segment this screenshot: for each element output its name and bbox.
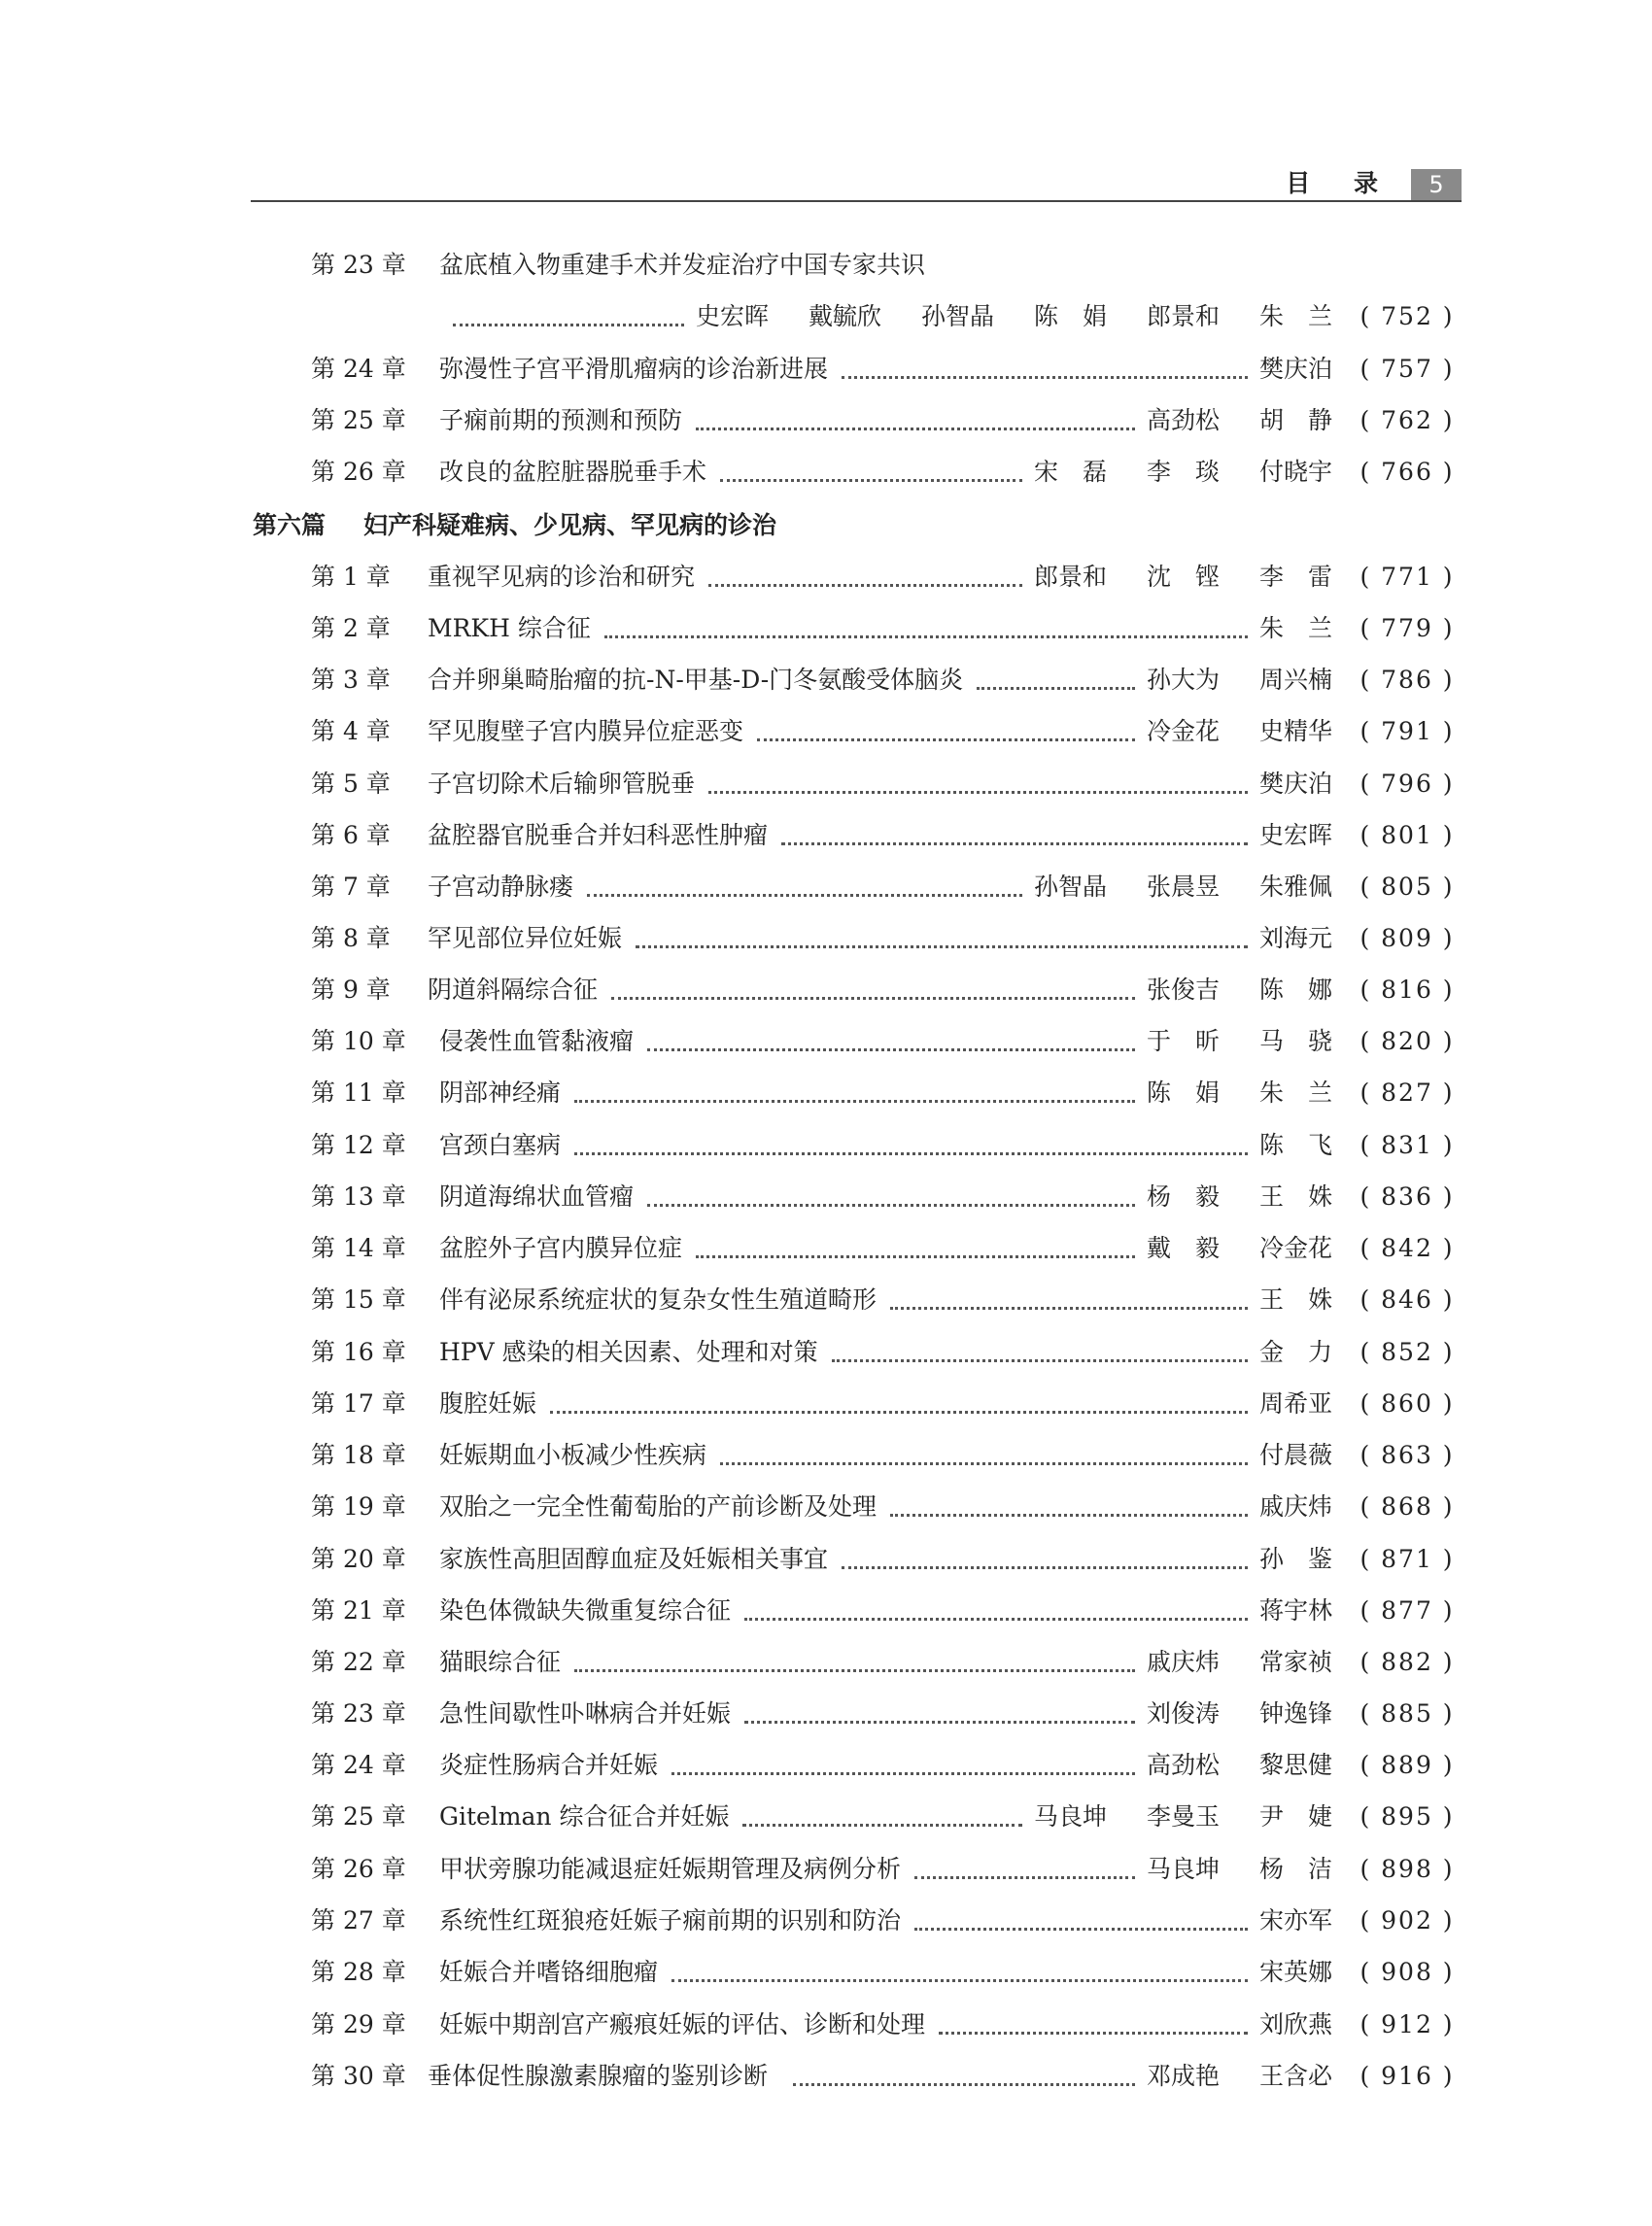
page-number: ( 809 ) — [1359, 924, 1455, 952]
toc-entry[interactable] — [0, 1739, 1652, 1791]
page-number: ( 912 ) — [1359, 2010, 1455, 2038]
page-number: ( 852 ) — [1359, 1338, 1455, 1366]
page-number: ( 889 ) — [1359, 1751, 1455, 1779]
chapter-label: 第 5 章 — [311, 770, 391, 798]
author-name: 陈 娟 — [1147, 1079, 1221, 1107]
author-name: 宋 磊 — [1034, 458, 1108, 486]
author-name: 常家祯 — [1259, 1648, 1333, 1676]
author-name: 黎思健 — [1259, 1751, 1333, 1779]
author-name: 蒋宇林 — [1259, 1596, 1333, 1625]
chapter-label: 第 25 章 — [311, 1802, 406, 1831]
page-number: ( 796 ) — [1359, 770, 1455, 798]
chapter-title: 甲状旁腺功能减退症妊娠期管理及病例分析 — [439, 1855, 902, 1883]
toc-entry[interactable] — [0, 1171, 1652, 1222]
author-name: 王含必 — [1259, 2062, 1333, 2090]
dot-leader — [742, 1824, 1022, 1827]
dot-leader — [914, 1928, 1248, 1931]
chapter-title: 急性间歇性卟啉病合并妊娠 — [439, 1699, 732, 1728]
chapter-title: 染色体微缺失微重复综合征 — [439, 1596, 732, 1625]
chapter-title: 改良的盆腔脏器脱垂手术 — [439, 458, 707, 486]
toc-entry[interactable] — [0, 1015, 1652, 1067]
chapter-label: 第 23 章 — [311, 1699, 406, 1728]
page-number: ( 805 ) — [1359, 873, 1455, 901]
author-name: 马 骁 — [1259, 1027, 1333, 1055]
chapter-label: 第 21 章 — [311, 1596, 406, 1625]
chapter-label: 第 6 章 — [311, 821, 391, 849]
author-name: 马良坤 — [1147, 1855, 1221, 1883]
part-heading[interactable] — [0, 499, 1652, 551]
author-name: 邓成艳 — [1147, 2062, 1221, 2090]
chapter-title: HPV 感染的相关因素、处理和对策 — [439, 1338, 818, 1366]
toc-entry[interactable] — [0, 912, 1652, 964]
page-number: ( 846 ) — [1359, 1285, 1455, 1314]
dot-leader — [757, 738, 1135, 741]
page-number-badge: 5 — [1411, 169, 1462, 200]
author-name: 郎景和 — [1034, 563, 1108, 591]
chapter-title: 猫眼综合征 — [439, 1648, 562, 1676]
toc-entry[interactable] — [0, 551, 1652, 602]
page-number: ( 871 ) — [1359, 1545, 1455, 1573]
chapter-label: 第 19 章 — [311, 1492, 406, 1521]
author-name: 金 力 — [1259, 1338, 1333, 1366]
chapter-title: 宫颈白塞病 — [439, 1131, 562, 1159]
chapter-title: 炎症性肠病合并妊娠 — [439, 1751, 659, 1779]
chapter-label: 第 17 章 — [311, 1389, 406, 1418]
page-number: ( 831 ) — [1359, 1131, 1455, 1159]
chapter-label: 第 27 章 — [311, 1906, 406, 1935]
author-name: 戚庆炜 — [1147, 1648, 1221, 1676]
author-name: 沈 铿 — [1147, 563, 1221, 591]
chapter-label: 第 3 章 — [311, 666, 391, 694]
author-name: 李 雷 — [1259, 563, 1333, 591]
author-name: 刘欣燕 — [1259, 2010, 1333, 2038]
dot-leader — [720, 479, 1022, 482]
dot-leader — [744, 1721, 1135, 1724]
author-name: 戴 毅 — [1147, 1234, 1221, 1262]
author-name: 陈 飞 — [1259, 1131, 1333, 1159]
chapter-label: 第 4 章 — [311, 717, 391, 745]
author-name: 刘海元 — [1259, 924, 1333, 952]
toc-entry[interactable] — [0, 1843, 1652, 1895]
chapter-label: 第 8 章 — [311, 924, 391, 952]
chapter-label: 第 20 章 — [311, 1545, 406, 1573]
page-number: ( 757 ) — [1359, 355, 1455, 383]
toc-entry[interactable] — [0, 1429, 1652, 1481]
dot-leader — [604, 635, 1248, 638]
chapter-label: 第 9 章 — [311, 976, 391, 1004]
page-number: ( 816 ) — [1359, 976, 1455, 1004]
author-name: 周兴楠 — [1259, 666, 1333, 694]
chapter-title: MRKH 综合征 — [428, 614, 591, 642]
dot-leader — [696, 428, 1135, 430]
chapter-label: 第 22 章 — [311, 1648, 406, 1676]
dot-leader — [574, 1669, 1135, 1672]
author-name: 高劲松 — [1147, 406, 1221, 434]
author-name: 史宏晖 — [1259, 821, 1333, 849]
author-name: 樊庆泊 — [1259, 770, 1333, 798]
dot-leader — [890, 1514, 1248, 1517]
toc-entry[interactable] — [0, 1585, 1652, 1636]
dot-leader — [793, 2083, 1135, 2086]
toc-entry[interactable] — [0, 758, 1652, 809]
author-name: 马良坤 — [1034, 1802, 1108, 1831]
toc-entry[interactable] — [0, 1636, 1652, 1688]
author-name: 张俊吉 — [1147, 976, 1221, 1004]
toc-entry[interactable] — [0, 446, 1652, 497]
page-number: ( 820 ) — [1359, 1027, 1455, 1055]
part-label: 第六篇 — [253, 511, 327, 539]
toc-entry[interactable] — [0, 1999, 1652, 2050]
page-number: ( 762 ) — [1359, 406, 1455, 434]
toc-entry[interactable] — [0, 2050, 1652, 2102]
chapter-label: 第 11 章 — [311, 1079, 406, 1107]
chapter-label: 第 18 章 — [311, 1441, 406, 1469]
page-number: ( 902 ) — [1359, 1906, 1455, 1935]
author-name: 于 昕 — [1147, 1027, 1221, 1055]
page-number: ( 860 ) — [1359, 1389, 1455, 1418]
dot-leader — [842, 1566, 1248, 1569]
author-name: 尹 婕 — [1259, 1802, 1333, 1831]
dot-leader — [708, 584, 1022, 587]
author-name: 张晨昱 — [1147, 873, 1221, 901]
chapter-title: 妊娠中期剖宫产瘢痕妊娠的评估、诊断和处理 — [439, 2010, 926, 2038]
chapter-label: 第 2 章 — [311, 614, 391, 642]
part-title: 妇产科疑难病、少见病、罕见病的诊治 — [363, 511, 777, 539]
chapter-title: 双胎之一完全性葡萄胎的产前诊断及处理 — [439, 1492, 878, 1521]
chapter-label: 第 28 章 — [311, 1958, 406, 1986]
author-name: 孙 鉴 — [1259, 1545, 1333, 1573]
dot-leader — [574, 1100, 1135, 1103]
dot-leader — [977, 687, 1135, 690]
chapter-label: 第 16 章 — [311, 1338, 406, 1366]
toc-entry[interactable] — [0, 1688, 1652, 1739]
page-number: ( 779 ) — [1359, 614, 1455, 642]
author-name: 宋英娜 — [1259, 1958, 1333, 1986]
toc-entry[interactable] — [0, 1274, 1652, 1325]
chapter-label: 第 12 章 — [311, 1131, 406, 1159]
toc-entry[interactable] — [0, 1895, 1652, 1946]
chapter-label: 第 24 章 — [311, 1751, 406, 1779]
toc-entry[interactable] — [0, 1533, 1652, 1585]
chapter-label: 第 10 章 — [311, 1027, 406, 1055]
dot-leader — [636, 945, 1248, 948]
page-number: ( 885 ) — [1359, 1699, 1455, 1728]
page-number: ( 916 ) — [1359, 2062, 1455, 2090]
chapter-title: 重视罕见病的诊治和研究 — [428, 563, 696, 591]
dot-leader — [696, 1255, 1135, 1258]
chapter-label: 第 24 章 — [311, 355, 406, 383]
chapter-label: 第 26 章 — [311, 458, 406, 486]
author-name: 朱雅佩 — [1259, 873, 1333, 901]
chapter-title: 合并卵巢畸胎瘤的抗-N-甲基-D-门冬氨酸受体脑炎 — [428, 666, 964, 694]
chapter-title: 阴道海绵状血管瘤 — [439, 1182, 635, 1211]
author-name: 王 姝 — [1259, 1182, 1333, 1211]
chapter-title: 系统性红斑狼疮妊娠子痫前期的识别和防治 — [439, 1906, 902, 1935]
page-number: ( 868 ) — [1359, 1492, 1455, 1521]
author-name: 戴毓欣 — [809, 302, 882, 330]
chapter-label: 第 29 章 — [311, 2010, 406, 2038]
page-number: ( 752 ) — [1359, 302, 1455, 330]
page-number: ( 877 ) — [1359, 1596, 1455, 1625]
toc-entry[interactable] — [0, 809, 1652, 861]
dot-leader — [914, 1876, 1135, 1879]
author-name: 孙大为 — [1147, 666, 1221, 694]
dot-leader — [611, 997, 1135, 1000]
dot-leader — [647, 1048, 1135, 1051]
page-number: ( 766 ) — [1359, 458, 1455, 486]
dot-leader — [550, 1411, 1248, 1414]
dot-leader — [832, 1359, 1248, 1362]
toc-entry[interactable] — [0, 861, 1652, 912]
author-name: 朱 兰 — [1259, 302, 1333, 330]
dot-leader — [744, 1618, 1248, 1621]
chapter-title: 罕见腹壁子宫内膜异位症恶变 — [428, 717, 744, 745]
chapter-label: 第 26 章 — [311, 1855, 406, 1883]
page-number: ( 842 ) — [1359, 1234, 1455, 1262]
author-name: 陈 娟 — [1034, 302, 1108, 330]
page-number: ( 827 ) — [1359, 1079, 1455, 1107]
chapter-title: 盆底植入物重建手术并发症治疗中国专家共识 — [439, 251, 926, 279]
dot-leader — [781, 842, 1248, 845]
author-name: 宋亦军 — [1259, 1906, 1333, 1935]
toc-entry[interactable] — [0, 343, 1652, 394]
toc-entry[interactable] — [0, 1481, 1652, 1532]
chapter-title: 妊娠期血小板减少性疾病 — [439, 1441, 707, 1469]
author-name: 陈 娜 — [1259, 976, 1333, 1004]
dot-leader — [890, 1307, 1248, 1310]
author-name: 戚庆炜 — [1259, 1492, 1333, 1521]
page-number: ( 908 ) — [1359, 1958, 1455, 1986]
toc-entry[interactable] — [0, 705, 1652, 757]
dot-leader — [671, 1772, 1135, 1775]
toc-authors-continuation — [0, 291, 1652, 342]
chapter-label: 第 7 章 — [311, 873, 391, 901]
page-number: ( 771 ) — [1359, 563, 1455, 591]
author-name: 王 姝 — [1259, 1285, 1333, 1314]
author-name: 郎景和 — [1147, 302, 1221, 330]
chapter-title: 子宫切除术后输卵管脱垂 — [428, 770, 696, 798]
author-name: 杨 毅 — [1147, 1182, 1221, 1211]
dot-leader — [671, 1979, 1248, 1982]
dot-leader — [647, 1204, 1135, 1207]
toc-entry[interactable] — [0, 1378, 1652, 1429]
author-name: 朱 兰 — [1259, 614, 1333, 642]
dot-leader — [939, 2032, 1248, 2035]
toc-entry[interactable] — [0, 1222, 1652, 1274]
chapter-title: 弥漫性子宫平滑肌瘤病的诊治新进展 — [439, 355, 829, 383]
toc-entry[interactable] — [0, 1326, 1652, 1378]
chapter-label: 第 1 章 — [311, 563, 391, 591]
chapter-title: 伴有泌尿系统症状的复杂女性生殖道畸形 — [439, 1285, 878, 1314]
toc-entry[interactable] — [0, 1946, 1652, 1998]
chapter-title: 垂体促性腺激素腺瘤的鉴别诊断 — [428, 2062, 769, 2090]
author-name: 史宏晖 — [696, 302, 770, 330]
page-number: ( 791 ) — [1359, 717, 1455, 745]
author-name: 胡 静 — [1259, 406, 1333, 434]
author-name: 周希亚 — [1259, 1389, 1333, 1418]
chapter-label: 第 15 章 — [311, 1285, 406, 1314]
page-number: ( 836 ) — [1359, 1182, 1455, 1211]
dot-leader — [720, 1462, 1248, 1465]
chapter-title: 腹腔妊娠 — [439, 1389, 537, 1418]
toc-entry[interactable] — [0, 1791, 1652, 1842]
chapter-title: 妊娠合并嗜铬细胞瘤 — [439, 1958, 659, 1986]
page-number: ( 895 ) — [1359, 1802, 1455, 1831]
page-number: ( 863 ) — [1359, 1441, 1455, 1469]
chapter-title: 罕见部位异位妊娠 — [428, 924, 623, 952]
author-name: 孙智晶 — [1034, 873, 1108, 901]
author-name: 孙智晶 — [921, 302, 995, 330]
chapter-title: 家族性高胆固醇血症及妊娠相关事宜 — [439, 1545, 829, 1573]
header-title: 目 录 — [1286, 169, 1395, 197]
author-name: 钟逸锋 — [1259, 1699, 1333, 1728]
chapter-title: Gitelman 综合征合并妊娠 — [439, 1802, 730, 1831]
chapter-label: 第 14 章 — [311, 1234, 406, 1262]
chapter-title: 盆腔外子宫内膜异位症 — [439, 1234, 683, 1262]
author-name: 付晓宇 — [1259, 458, 1333, 486]
author-name: 李曼玉 — [1147, 1802, 1221, 1831]
chapter-title: 阴道斜隔综合征 — [428, 976, 599, 1004]
page-number: ( 801 ) — [1359, 821, 1455, 849]
page-number: ( 882 ) — [1359, 1648, 1455, 1676]
author-name: 史精华 — [1259, 717, 1333, 745]
toc-entry[interactable] — [0, 394, 1652, 446]
chapter-label: 第 23 章 — [311, 251, 406, 279]
author-name: 朱 兰 — [1259, 1079, 1333, 1107]
toc-entry[interactable] — [0, 964, 1652, 1015]
author-name: 刘俊涛 — [1147, 1699, 1221, 1728]
chapter-label: 第 13 章 — [311, 1182, 406, 1211]
dot-leader — [587, 894, 1022, 897]
page-number: ( 898 ) — [1359, 1855, 1455, 1883]
chapter-title: 盆腔器官脱垂合并妇科恶性肿瘤 — [428, 821, 769, 849]
dot-leader — [842, 376, 1248, 379]
dot-leader — [453, 324, 684, 326]
author-name: 冷金花 — [1259, 1234, 1333, 1262]
toc-entry[interactable] — [0, 239, 1652, 291]
chapter-title: 侵袭性血管黏液瘤 — [439, 1027, 635, 1055]
chapter-title: 阴部神经痛 — [439, 1079, 562, 1107]
chapter-label: 第 30 章 — [311, 2062, 406, 2090]
author-name: 高劲松 — [1147, 1751, 1221, 1779]
dot-leader — [708, 791, 1248, 794]
page-number: ( 786 ) — [1359, 666, 1455, 694]
toc-entry[interactable] — [0, 1119, 1652, 1171]
toc-entry[interactable] — [0, 602, 1652, 654]
toc-entry[interactable] — [0, 654, 1652, 705]
author-name: 李 琰 — [1147, 458, 1221, 486]
toc-entry[interactable] — [0, 1067, 1652, 1118]
author-name: 樊庆泊 — [1259, 355, 1333, 383]
author-name: 杨 洁 — [1259, 1855, 1333, 1883]
chapter-title: 子宫动静脉瘘 — [428, 873, 574, 901]
chapter-title: 子痫前期的预测和预防 — [439, 406, 683, 434]
chapter-label: 第 25 章 — [311, 406, 406, 434]
author-name: 冷金花 — [1147, 717, 1221, 745]
author-name: 付晨薇 — [1259, 1441, 1333, 1469]
dot-leader — [574, 1152, 1248, 1155]
